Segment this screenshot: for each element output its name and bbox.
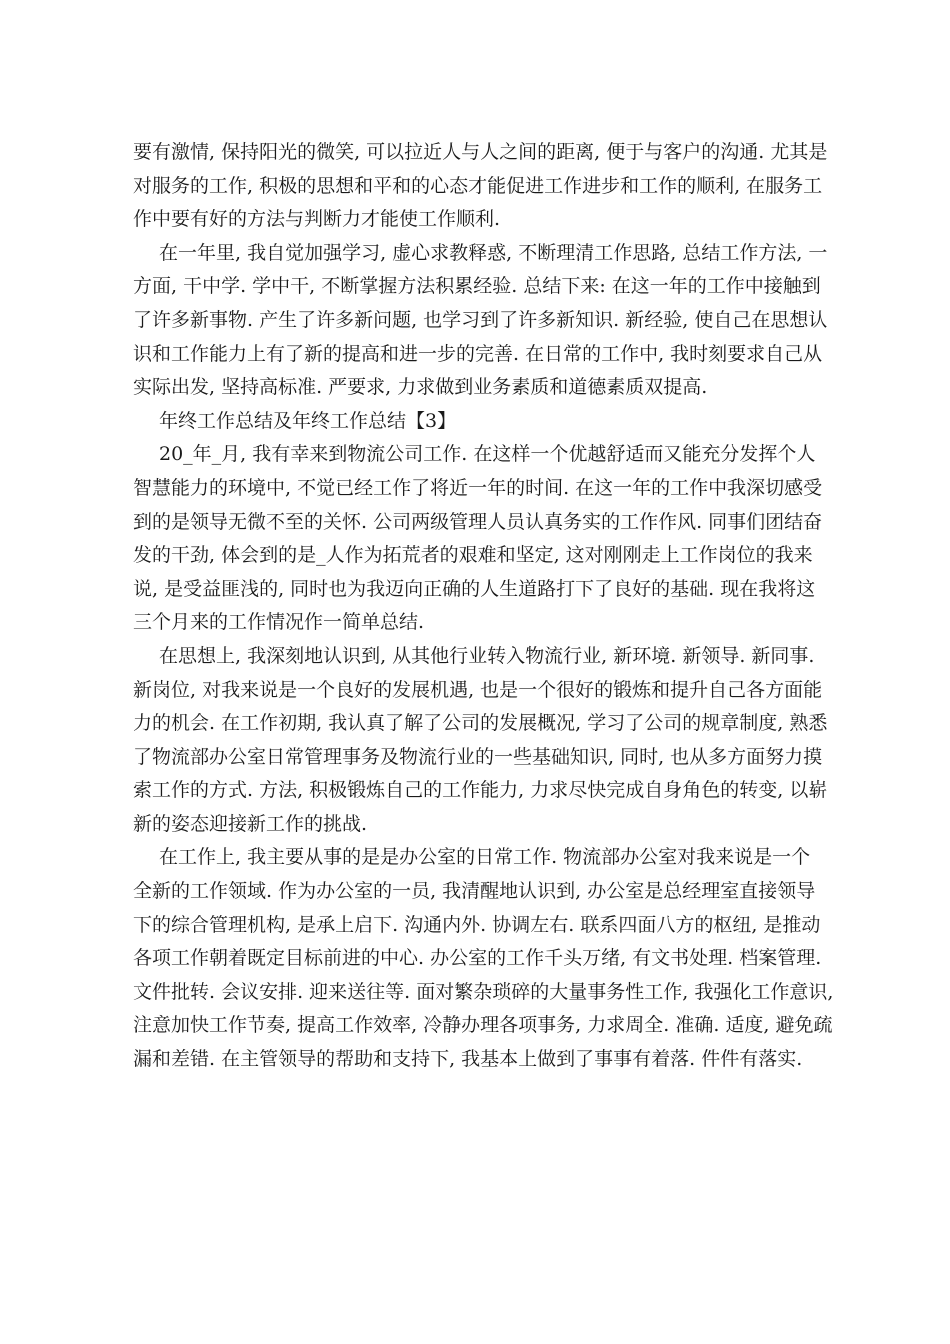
text-line: 实际出发, 坚持高标准. 严要求, 力求做到业务素质和道德素质双提高. <box>133 376 708 399</box>
text-line: 各项工作朝着既定目标前进的中心. 办公室的工作千头万绪, 有文书处理. 档案管理. <box>133 947 822 970</box>
text-line: 到的是领导无微不至的关怀. 公司两级管理人员认真务实的工作作风. 同事们团结奋 <box>133 510 823 533</box>
text-line: 三个月来的工作情况作一简单总结. <box>133 611 425 634</box>
text-line: 在工作上, 我主要从事的是是办公室的日常工作. 物流部办公室对我来说是一个 <box>159 846 811 869</box>
text-line: 新岗位, 对我来说是一个良好的发展机遇, 也是一个很好的锻炼和提升自己各方面能 <box>133 678 823 701</box>
text-line: 说, 是受益匪浅的, 同时也为我迈向正确的人生道路打下了良好的基础. 现在我将这 <box>133 577 816 600</box>
text-line: 识和工作能力上有了新的提高和进一步的完善. 在日常的工作中, 我时刻要求自己从 <box>133 342 823 365</box>
text-line: 要有激情, 保持阳光的微笑, 可以拉近人与人之间的距离, 便于与客户的沟通. 尤其是 <box>133 141 828 163</box>
text-line: 在思想上, 我深刻地认识到, 从其他行业转入物流行业, 新环境. 新领导. 新同事. <box>159 644 815 667</box>
text-line: 了许多新事物. 产生了许多新问题, 也学习到了许多新知识. 新经验, 使自己在思想认 <box>133 308 828 331</box>
text-line: 漏和差错. 在主管领导的帮助和支持下, 我基本上做到了事事有着落. 件件有落实. <box>133 1048 803 1071</box>
text-line: 在一年里, 我自觉加强学习, 虚心求教释惑, 不断理清工作思路, 总结工作方法, 一 <box>159 241 828 264</box>
text-line: 20_年_月, 我有幸来到物流公司工作. 在这样一个优越舒适而又能充分发挥个人 <box>159 443 816 466</box>
text-line: 索工作的方式. 方法, 积极锻炼自己的工作能力, 力求尽快完成自身角色的转变, 以崭 <box>133 779 828 802</box>
text-line: 作中要有好的方法与判断力才能使工作顺利. <box>133 208 501 231</box>
text-line: 文件批转. 会议安排. 迎来送往等. 面对繁杂琐碎的大量事务性工作, 我强化工作意识, <box>133 980 833 1003</box>
text-line: 方面, 干中学. 学中干, 不断掌握方法积累经验. 总结下来: 在这一年的工作中接触到 <box>133 275 821 298</box>
text-line: 了物流部办公室日常管理事务及物流行业的一些基础知识, 同时, 也从多方面努力摸 <box>133 745 823 768</box>
text-line: 下的综合管理机构, 是承上启下. 沟通内外. 协调左右. 联系四面八方的枢纽, 是推动 <box>133 913 821 936</box>
document-body <box>133 136 833 1077</box>
text-line: 注意加快工作节奏, 提高工作效率, 冷静办理各项事务, 力求周全. 准确. 适度, 避免疏 <box>133 1014 833 1037</box>
section-heading: 年终工作总结及年终工作总结【3】 <box>159 409 457 432</box>
text-line: 智慧能力的环境中, 不觉已经工作了将近一年的时间. 在这一年的工作中我深切感受 <box>133 476 823 499</box>
text-line: 新的姿态迎接新工作的挑战. <box>133 812 368 835</box>
text-line: 力的机会. 在工作初期, 我认真了解了公司的发展概况, 学习了公司的规章制度, 熟悉 <box>133 712 828 735</box>
text-line: 对服务的工作, 积极的思想和平和的心态才能促进工作进步和工作的顺利, 在服务工 <box>133 174 823 197</box>
text-line: 发的干劲, 体会到的是_人作为拓荒者的艰难和坚定, 这对刚刚走上工作岗位的我来 <box>133 544 813 567</box>
text-line: 全新的工作领域. 作为办公室的一员, 我清醒地认识到, 办公室是总经理室直接领导 <box>133 880 816 903</box>
